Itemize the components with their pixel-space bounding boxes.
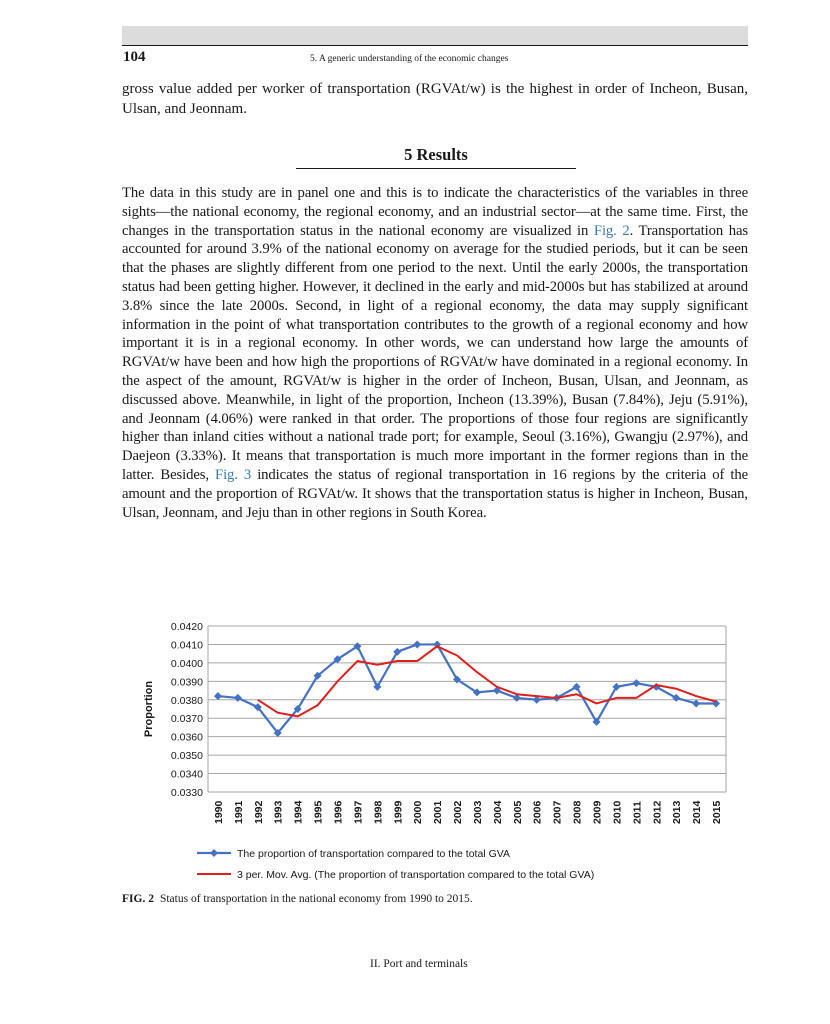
data-point-marker bbox=[234, 694, 242, 702]
x-tick-label: 1991 bbox=[232, 800, 245, 824]
x-tick-label: 1998 bbox=[372, 800, 385, 824]
results-text-part-2: . Transportation has accounted for around 3.9% of the national economy on average for the studied periods, but it can be seen that the phases are slightly different from one period to the next. Until the early 2000s, the transportation status had been getting higher. However, it declined in the early and mid-2000s but has stabilized at around 3.8% since the late 2000s. Second, in light of a regional economy, the data may supply significant information in the point of what transportation contributes to the growth of a regional economy and how important it is in a regional economy. In other words, we can understand how large the amounts of RGVAt/w have been and how high the proportions of RGVAt/w have dominated in a regional economy. In the aspect of the amount, RGVAt/w is higher in the order of Incheon, Busan, Ulsan, and Jeonnam, as discussed above. Meanwhile, in light of the proportion, Incheon (13.39%), Busan (7.84%), Jeju (5.91%), and Jeonnam (4.06%) were ranked in that order. The proportions of those four regions are significantly higher than inland cities without a national trade port; for example, Seoul (3.16%), Gwangju (2.97%), and Daejeon (3.33%). It means that transportation is much more important in the former regions than in the latter. Besides, bbox=[122, 222, 748, 483]
x-tick-label: 2011 bbox=[631, 801, 644, 824]
x-tick-label: 1993 bbox=[272, 800, 285, 824]
x-tick-label: 2010 bbox=[611, 800, 624, 824]
results-text-part-1: The data in this study are in panel one and this is to indicate the characteristics of the variables in three sights—the national economy, the regional economy, and an industrial sector—at the same time. First, the changes in the transportation status in the national economy are visualized in bbox=[122, 185, 748, 239]
x-tick-label: 2004 bbox=[491, 800, 504, 824]
x-tick-label: 1997 bbox=[352, 800, 365, 824]
proportion-line-chart bbox=[122, 615, 732, 890]
x-tick-label: 2002 bbox=[452, 800, 465, 824]
y-tick-label: 0.0390 bbox=[170, 676, 203, 689]
page-number: 104 bbox=[123, 49, 146, 65]
page-footer: II. Port and terminals bbox=[370, 958, 468, 970]
data-point-marker bbox=[692, 699, 700, 707]
y-tick-label: 0.0360 bbox=[170, 731, 203, 744]
results-paragraph bbox=[122, 184, 748, 522]
y-tick-label: 0.0410 bbox=[170, 639, 203, 652]
fig3-link[interactable]: Fig. 3 bbox=[215, 466, 252, 483]
x-tick-label: 1999 bbox=[392, 800, 405, 824]
y-tick-label: 0.0350 bbox=[170, 750, 203, 763]
figure-caption bbox=[122, 893, 473, 905]
fig2-link[interactable]: Fig. 2 bbox=[593, 222, 630, 239]
x-tick-label: 2014 bbox=[691, 800, 704, 824]
y-tick-label: 0.0340 bbox=[170, 768, 203, 781]
intro-paragraph: gross value added per worker of transportation (RGVAt/w) is the highest in order of Incheon, Busan, Ulsan, and Jeonnam. bbox=[122, 81, 748, 117]
y-tick-label: 0.0420 bbox=[170, 621, 203, 633]
y-tick-label: 0.0400 bbox=[170, 657, 203, 670]
legend-entry-moving-average: 3 per. Mov. Avg. (The proportion of transportation compared to the total GVA) bbox=[237, 869, 595, 881]
proportion-series-line bbox=[218, 644, 716, 733]
x-tick-label: 2013 bbox=[671, 800, 684, 824]
section-title: 5 Results bbox=[296, 145, 576, 169]
results-text-part-3: indicates the status of regional transportation in 16 regions by the criteria of the amount and the proportion of RGVAt/w. It shows that the transportation status is higher in Incheon, Busan, Ulsan, Jeonnam, and Jeju than in other regions in South Korea. bbox=[122, 466, 748, 521]
x-tick-label: 1992 bbox=[252, 800, 265, 824]
x-tick-label: 2003 bbox=[471, 800, 484, 824]
x-tick-label: 2012 bbox=[651, 800, 664, 824]
running-head: 5. A generic understanding of the economic changes bbox=[310, 54, 509, 64]
x-tick-label: 2005 bbox=[511, 800, 524, 824]
x-tick-label: 1990 bbox=[212, 800, 225, 824]
data-point-marker bbox=[413, 640, 421, 648]
y-tick-label: 0.0380 bbox=[170, 694, 203, 707]
x-tick-label: 2007 bbox=[551, 800, 564, 824]
x-tick-label: 2009 bbox=[591, 800, 604, 824]
x-tick-label: 2015 bbox=[711, 800, 724, 824]
y-tick-label: 0.0330 bbox=[170, 787, 203, 799]
y-tick-label: 0.0370 bbox=[170, 713, 203, 726]
x-tick-label: 2008 bbox=[571, 800, 584, 824]
x-tick-label: 2000 bbox=[412, 800, 425, 824]
data-point-marker bbox=[214, 692, 222, 700]
running-header-band bbox=[122, 26, 748, 46]
x-tick-label: 2001 bbox=[432, 800, 445, 824]
data-point-marker bbox=[632, 679, 640, 687]
figure-label: FIG. 2 bbox=[122, 893, 154, 905]
y-axis-title: Proportion bbox=[143, 680, 155, 738]
legend-marker-proportion bbox=[210, 849, 218, 857]
x-tick-label: 1995 bbox=[312, 800, 325, 824]
x-tick-label: 2006 bbox=[531, 800, 544, 824]
legend-entry-proportion: The proportion of transportation compared to the total GVA bbox=[237, 848, 510, 860]
figure-caption-text: Status of transportation in the national economy from 1990 to 2015. bbox=[159, 893, 473, 905]
x-tick-label: 1994 bbox=[292, 800, 305, 824]
x-tick-label: 1996 bbox=[332, 800, 345, 824]
